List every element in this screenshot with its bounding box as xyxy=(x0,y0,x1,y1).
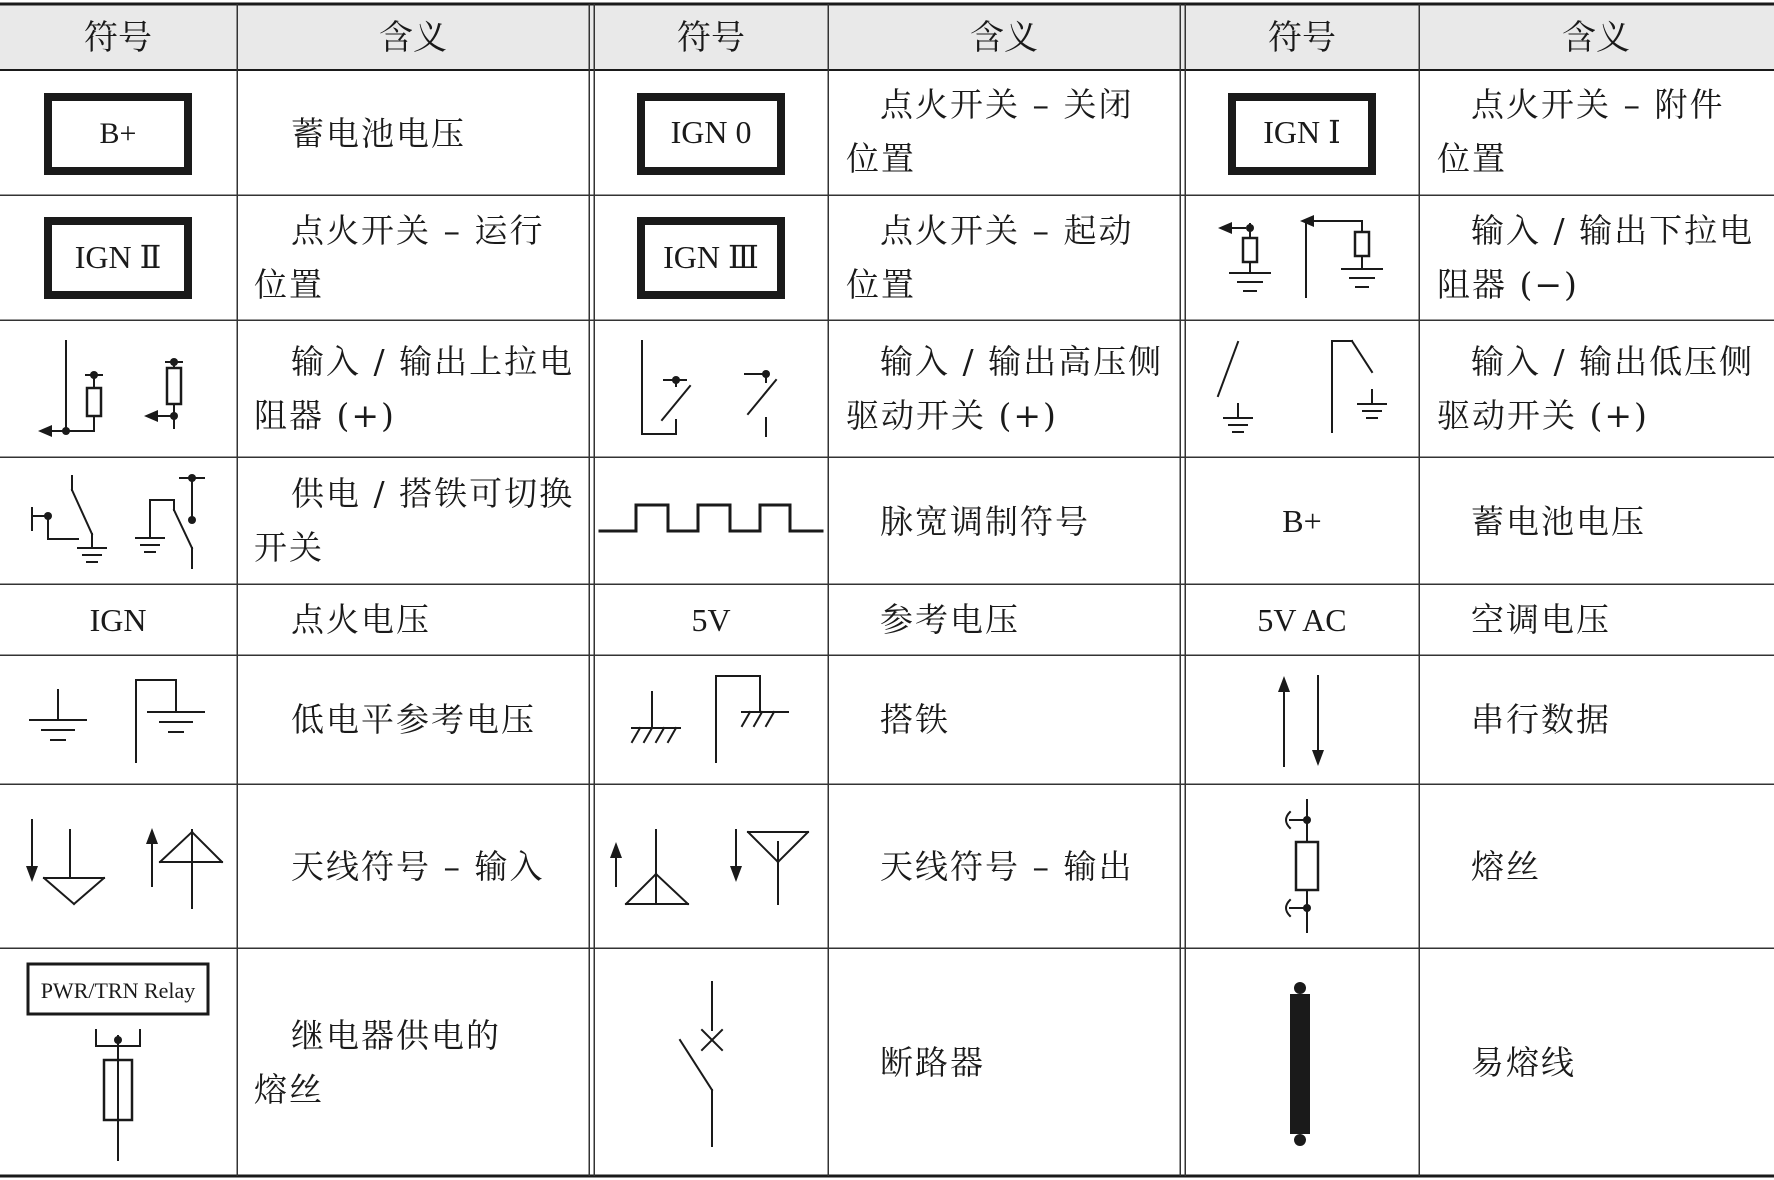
meaning-ac-voltage: 空调电压 xyxy=(1471,600,1611,639)
meaning-ign-accessory: 点火开关 – 附件位置 xyxy=(1437,85,1725,178)
5v-ac-text-symbol: 5V AC xyxy=(1257,602,1347,638)
meaning-ign-off: 点火开关 – 关闭位置 xyxy=(846,85,1134,178)
b-plus-text-symbol: B+ xyxy=(1282,503,1322,539)
ign-1-box-icon xyxy=(1232,97,1372,171)
meaning-switchable-supply-ground: 供电 / 搭铁可切换开关 xyxy=(254,474,575,567)
meaning-battery-voltage: 蓄电池电压 xyxy=(1471,502,1646,541)
antenna-output-icon xyxy=(610,830,808,904)
meaning-ground: 搭铁 xyxy=(880,700,950,739)
pwm-waveform-icon xyxy=(600,505,822,531)
pull-down-resistor-icon xyxy=(1218,215,1382,297)
high-side-driver-switch-icon xyxy=(642,341,776,436)
low-side-driver-switch-icon xyxy=(1218,341,1386,432)
meaning-high-side-driver: 输入 / 输出高压侧驱动开关 (+) xyxy=(846,342,1164,435)
meaning-pwm: 脉宽调制符号 xyxy=(880,502,1090,541)
fuse-icon xyxy=(1286,800,1318,932)
meaning-battery-voltage: 蓄电池电压 xyxy=(291,114,466,153)
meaning-pull-up-resistor: 输入 / 输出上拉电阻器 (+) xyxy=(254,342,575,435)
meaning-ign-start: 点火开关 – 起动位置 xyxy=(846,211,1134,304)
meaning-pull-down-resistor: 输入 / 输出下拉电阻器 (−) xyxy=(1437,211,1755,304)
svg-text:B+: B+ xyxy=(99,117,137,150)
header-symbol: 符号 xyxy=(1268,18,1336,58)
b-plus-box-icon xyxy=(48,97,188,171)
meaning-circuit-breaker: 断路器 xyxy=(880,1043,985,1082)
meaning-ign-run: 点火开关 – 运行位置 xyxy=(254,211,545,304)
header-symbol: 符号 xyxy=(677,18,745,58)
meaning-low-side-driver: 输入 / 输出低压侧驱动开关 (+) xyxy=(1437,342,1755,435)
svg-text:IGN Ⅲ: IGN Ⅲ xyxy=(663,239,759,275)
meaning-relay-fuse: 继电器供电的熔丝 xyxy=(254,1016,501,1109)
chassis-ground-icon xyxy=(632,676,788,762)
ign-3-box-icon xyxy=(641,221,781,295)
meaning-ignition-voltage: 点火电压 xyxy=(291,600,431,639)
svg-text:IGN Ⅰ: IGN Ⅰ xyxy=(1263,114,1341,150)
ign-2-box-icon xyxy=(48,221,188,295)
serial-data-arrows-icon xyxy=(1278,676,1324,766)
meaning-fuse: 熔丝 xyxy=(1471,847,1541,886)
header-symbol: 符号 xyxy=(84,18,152,58)
meaning-low-reference: 低电平参考电压 xyxy=(291,700,536,739)
low-reference-ground-icon xyxy=(30,680,204,762)
ign-text-symbol: IGN xyxy=(89,602,147,638)
header-meaning: 含义 xyxy=(379,18,447,58)
pull-up-resistor-icon xyxy=(38,341,182,437)
header-meaning: 含义 xyxy=(1562,18,1630,58)
5v-text-symbol: 5V xyxy=(691,602,731,638)
svg-text:IGN Ⅱ: IGN Ⅱ xyxy=(74,239,162,275)
supply-ground-switch-icon xyxy=(32,474,204,568)
meaning-fusible-link: 易熔线 xyxy=(1471,1043,1576,1082)
ign-0-box-icon xyxy=(641,97,781,171)
svg-text:IGN 0: IGN 0 xyxy=(670,114,752,150)
meaning-antenna-output: 天线符号 – 输出 xyxy=(880,847,1134,886)
svg-text:PWR/TRN Relay: PWR/TRN Relay xyxy=(40,978,196,1003)
antenna-input-icon xyxy=(26,820,222,908)
fusible-link-icon xyxy=(1290,982,1310,1146)
circuit-breaker-icon xyxy=(680,982,722,1146)
meaning-reference-voltage: 参考电压 xyxy=(880,600,1020,639)
table-grid xyxy=(0,4,1774,1176)
relay-fuse-icon xyxy=(28,964,208,1160)
meaning-serial-data: 串行数据 xyxy=(1471,700,1611,739)
meaning-antenna-input: 天线符号 – 输入 xyxy=(291,847,545,886)
meaning-column xyxy=(254,85,1754,1109)
header-meaning: 含义 xyxy=(970,18,1038,58)
